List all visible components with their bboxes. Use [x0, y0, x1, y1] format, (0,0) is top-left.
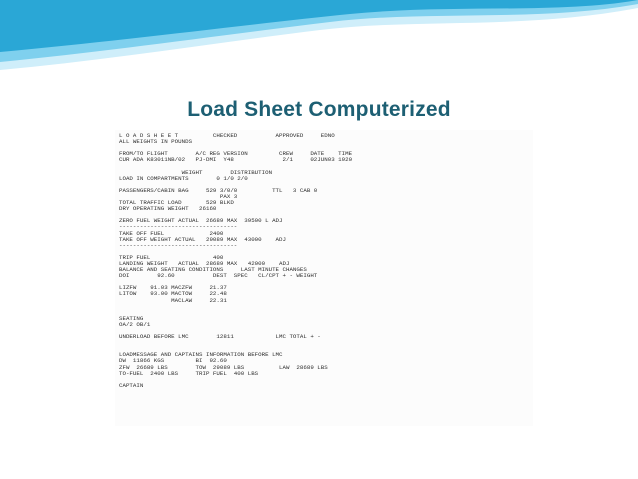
load-sheet-line: TAKE OFF WEIGHT ACTUAL 29089 MAX 43000 ADJ: [119, 235, 286, 243]
load-sheet-line: DOI 92.60 DEST SPEC CL/CPT + - WEIGHT: [119, 272, 318, 280]
load-sheet-line: CUR ADA K83011NB/02 PJ-DMI Y48 2/1 02JUN03 1920: [119, 156, 353, 164]
load-sheet-line: PAX 3: [119, 192, 238, 200]
load-sheet-line: LIZFW 91.03 MACZFW 21.37: [119, 284, 227, 292]
load-sheet-line: UNDERLOAD BEFORE LMC 12811 LMC TOTAL + -: [119, 333, 321, 341]
load-sheet-line: ZFW 26689 LBS TOW 29089 LBS LAW 28689 LBS: [119, 363, 328, 371]
load-sheet-line: ----------------------------------: [119, 223, 238, 231]
load-sheet-printout: [115, 130, 533, 426]
load-sheet-line: SEATING: [119, 314, 144, 322]
load-sheet-line: PASSENGERS/CABIN BAG 529 3/0/0 TTL 3 CAB 0: [119, 186, 318, 194]
load-sheet-line: TOTAL TRAFFIC LOAD 529 BLKD: [119, 199, 234, 207]
load-sheet-line: FROM/TO FLIGHT A/C REG VERSION CREW DATE TIME: [119, 150, 353, 158]
load-sheet-text: [115, 130, 533, 389]
load-sheet-line: TO-FUEL 2400 LBS TRIP FUEL 400 LBS: [119, 369, 259, 377]
load-sheet-line: ZERO FUEL WEIGHT ACTUAL 26689 MAX 39500 L ADJ: [119, 217, 283, 225]
load-sheet-line: LOADMESSAGE AND CAPTAINS INFORMATION BEFORE LMC: [119, 351, 283, 359]
load-sheet-line: LOAD IN COMPARTMENTS 0 1/0 2/0: [119, 174, 248, 182]
load-sheet-line: BALANCE AND SEATING CONDITIONS LAST MINUTE CHANGES: [119, 266, 307, 274]
load-sheet-line: L O A D S H E E T CHECKED APPROVED EDNO: [119, 132, 335, 139]
load-sheet-line: WEIGHT DISTRIBUTION: [119, 168, 273, 176]
load-sheet-line: CAPTAIN: [119, 381, 144, 389]
header-wave-decoration: [0, 0, 638, 80]
load-sheet-line: TAKE OFF FUEL 2400: [119, 229, 224, 237]
load-sheet-line: LITOW 93.00 MACTOW 22.48: [119, 290, 227, 298]
load-sheet-line: OA/2 OB/1: [119, 320, 151, 328]
load-sheet-line: TRIP FUEL 400: [119, 253, 224, 261]
load-sheet-line: DRY OPERATING WEIGHT 26160: [119, 205, 217, 213]
load-sheet-line: DW 11866 KGS BI 92.60: [119, 357, 227, 365]
load-sheet-line: MACLAW 22.31: [119, 296, 227, 304]
slide-title: Load Sheet Computerized: [187, 98, 451, 121]
load-sheet-line: ALL WEIGHTS IN POUNDS: [119, 138, 193, 146]
load-sheet-line: LANDING WEIGHT ACTUAL 28689 MAX 42000 ADJ: [119, 259, 290, 267]
load-sheet-line: ----------------------------------: [119, 241, 238, 249]
